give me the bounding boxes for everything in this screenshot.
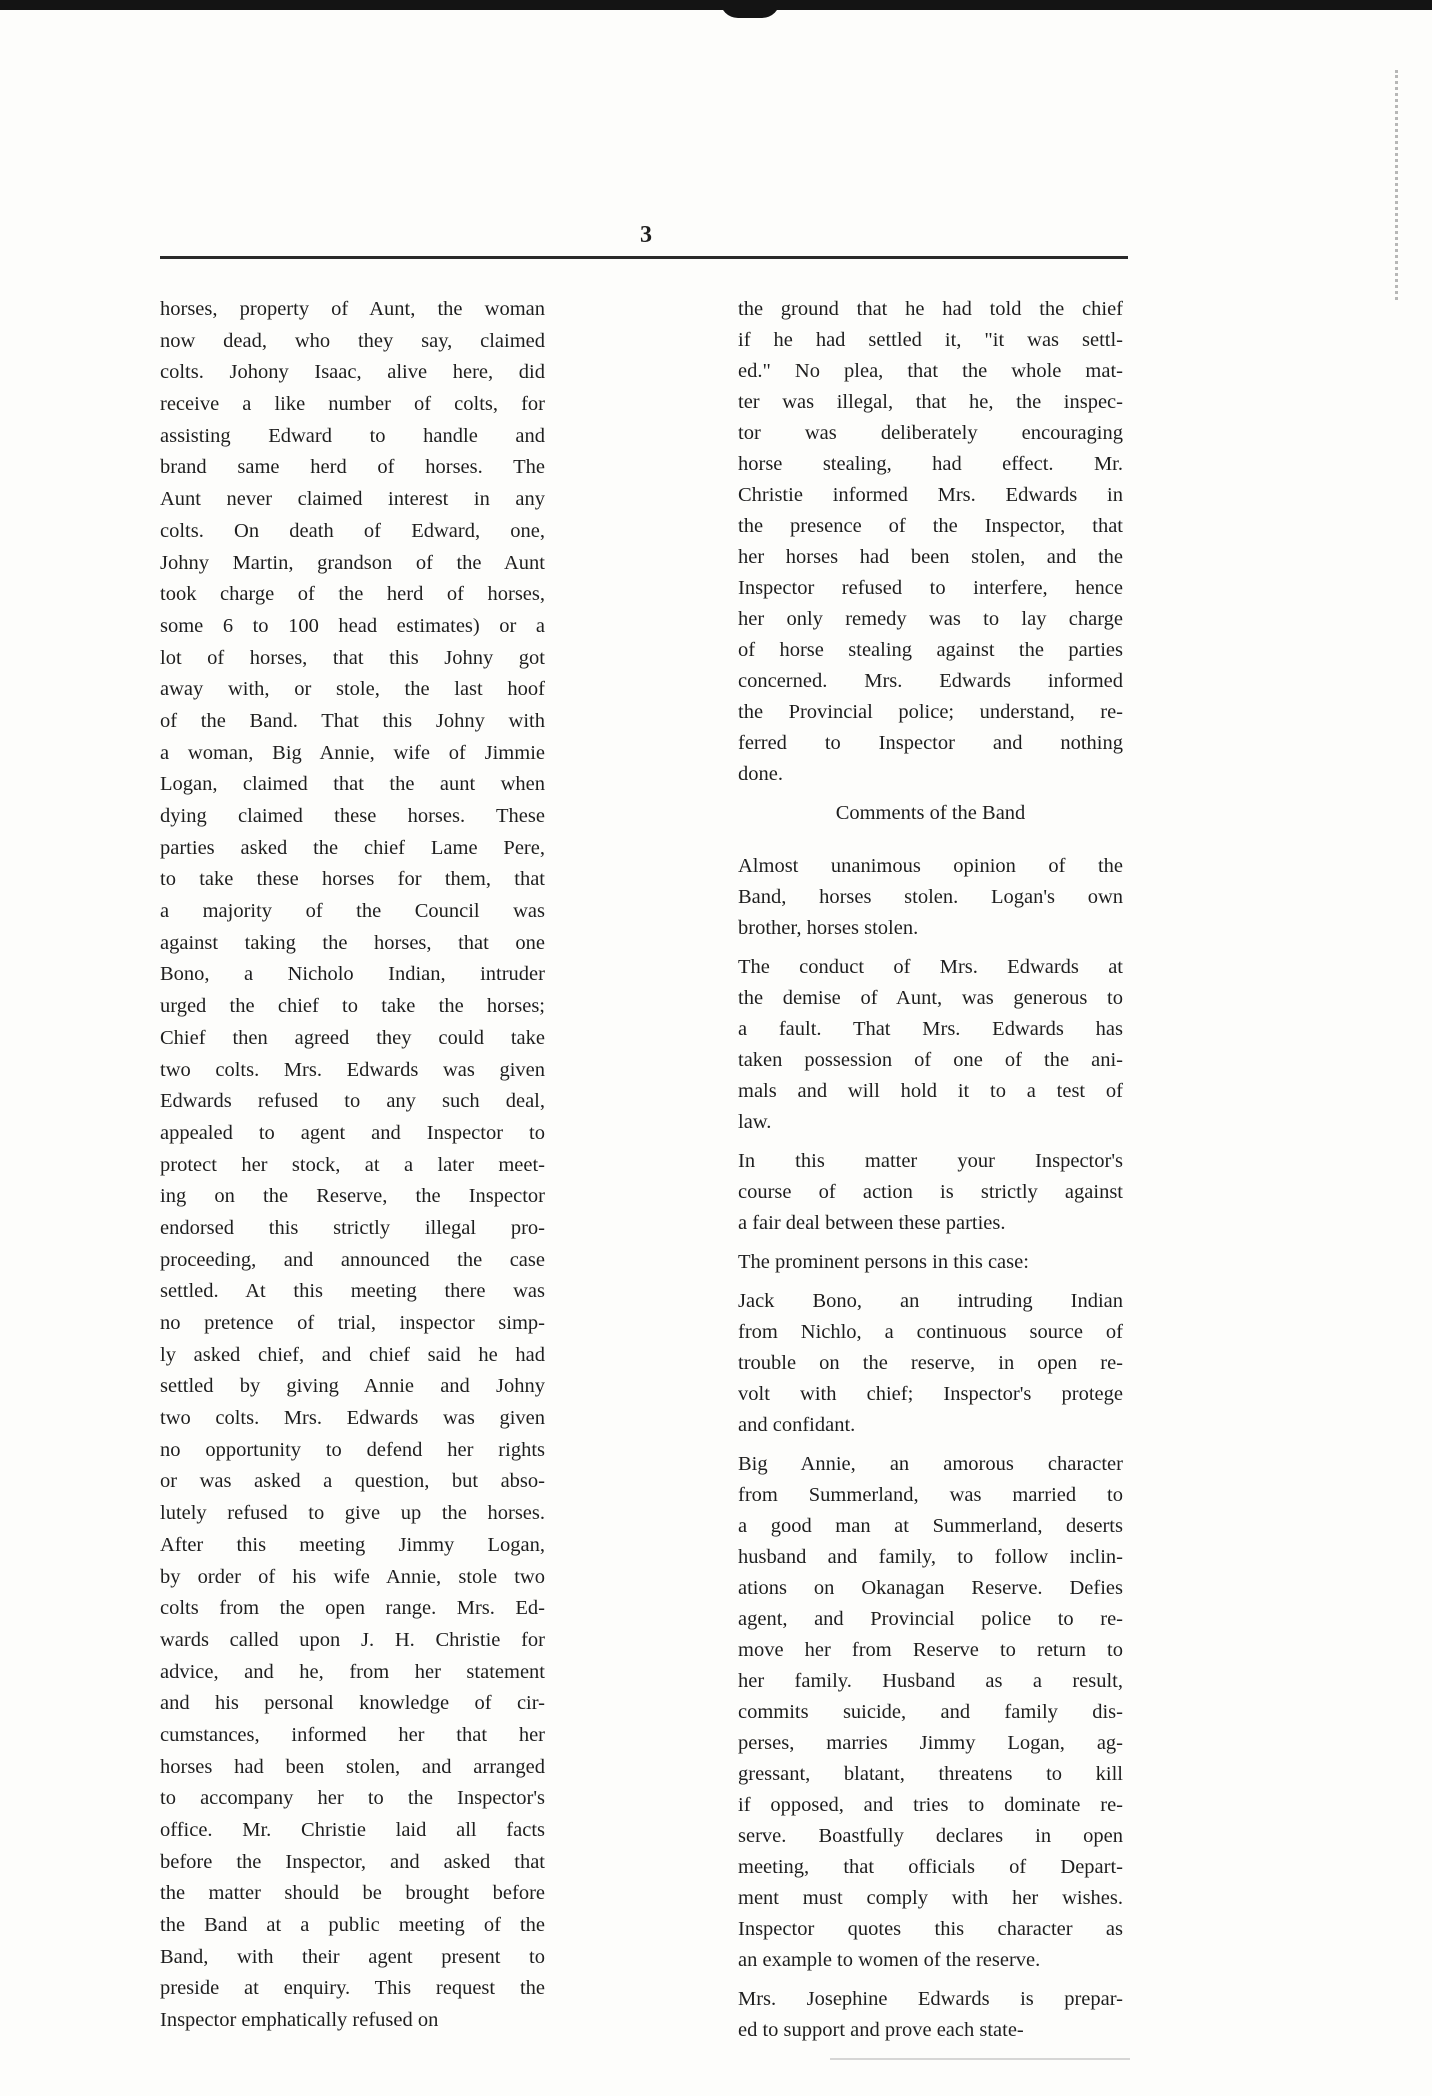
text-line: The prominent persons in this case: [738,1251,1029,1273]
text-line: the Band at a public meeting of the [160,1914,545,1937]
text-line: took charge of the herd of horses, [160,583,545,606]
text-line: lot of horses, that this Johny got [160,646,545,669]
left-column [160,294,545,2037]
text-line: In this matter your Inspector's [738,1150,1123,1172]
text-line: the ground that he had told the chief [738,298,1123,320]
text-line: appealed to agent and Inspector to [160,1121,545,1144]
header-rule [160,256,1128,259]
text-line: receive a like number of colts, for [160,393,545,416]
text-line: settled by giving Annie and Johny [160,1375,545,1398]
text-line: cumstances, informed her that her [160,1723,545,1746]
text-line: horse stealing, had effect. Mr. [738,453,1123,475]
text-line: meeting, that officials of Depart- [738,1856,1123,1878]
text-line: dying claimed these horses. These [160,805,545,827]
paragraph-gap [738,1976,1123,1984]
text-line: no opportunity to defend her rights [160,1438,545,1461]
paragraph-gap [738,1278,1123,1286]
text-line: law. [738,1111,772,1133]
text-line: tor was deliberately encouraging [738,422,1123,444]
text-line: Inspector emphatically refused on [160,2009,439,2032]
text-line: trouble on the reserve, in open re- [738,1352,1123,1374]
text-line: parties asked the chief Lame Pere, [160,836,545,859]
text-line: Aunt never claimed interest in any [160,488,545,511]
text-line: the matter should be brought before [160,1882,545,1905]
text-line: ly asked chief, and chief said he had [160,1343,545,1366]
paragraph-gap [738,1239,1123,1247]
text-line: brother, horses stolen. [738,917,919,939]
text-line: ment must comply with her wishes. [738,1887,1123,1909]
text-line: Almost unanimous opinion of the [738,855,1123,877]
text-line: perses, marries Jimmy Logan, ag- [738,1732,1123,1754]
paragraph-gap [738,1138,1123,1146]
text-line: the Provincial police; understand, re- [738,701,1123,723]
text-line: if he had settled it, "it was settl- [738,329,1123,351]
text-line: ter was illegal, that he, the inspec- [738,391,1123,413]
text-line: Big Annie, an amorous character [738,1453,1123,1475]
text-line: Edwards refused to any such deal, [160,1090,545,1113]
text-line: her family. Husband as a result, [738,1670,1123,1692]
text-line: her horses had been stolen, and the [738,546,1123,568]
text-line: colts. On death of Edward, one, [160,519,545,542]
text-line: After this meeting Jimmy Logan, [160,1533,545,1556]
text-line: a majority of the Council was [160,900,545,923]
text-line: from Summerland, was married to [738,1484,1123,1506]
text-line: her only remedy was to lay charge [738,608,1123,630]
text-line: some 6 to 100 head estimates) or a [160,614,545,637]
text-line: course of action is strictly against [738,1181,1123,1203]
text-line: move her from Reserve to return to [738,1639,1123,1661]
text-line: a good man at Summerland, deserts [738,1515,1123,1537]
text-line: a woman, Big Annie, wife of Jimmie [160,741,545,764]
text-line: Inspector refused to interfere, hence [738,577,1123,599]
scan-edge-marks [1395,70,1418,300]
text-line: now dead, who they say, claimed [160,329,545,352]
text-line: Mrs. Josephine Edwards is prepar- [738,1988,1123,2010]
text-line: gressant, blatant, threatens to kill [738,1763,1123,1785]
text-line: Bono, a Nicholo Indian, intruder [160,963,545,986]
text-line: concerned. Mrs. Edwards informed [738,670,1123,692]
text-line: horses had been stolen, and arranged [160,1755,545,1778]
text-line: away with, or stole, the last hoof [160,678,545,701]
text-line: from Nichlo, a continuous source of [738,1321,1123,1343]
text-line: of horse stealing against the parties [738,639,1123,661]
scan-top-notch [720,0,780,18]
text-line: ed to support and prove each state- [738,2019,1024,2041]
text-line: Jack Bono, an intruding Indian [738,1290,1123,1312]
text-line: colts from the open range. Mrs. Ed- [160,1597,545,1620]
text-line: protect her stock, at a later meet- [160,1153,545,1176]
text-line: and confidant. [738,1414,856,1436]
text-line: commits suicide, and family dis- [738,1701,1123,1723]
text-line: The conduct of Mrs. Edwards at [738,956,1123,978]
text-line: colts. Johony Isaac, alive here, did [160,361,545,384]
right-column [738,294,1123,2046]
text-line: and his personal knowledge of cir- [160,1692,545,1715]
text-line: no pretence of trial, inspector simp- [160,1312,545,1334]
text-line: husband and family, to follow inclin- [738,1546,1123,1568]
text-line: lutely refused to give up the horses. [160,1502,545,1525]
text-line: or was asked a question, but abso- [160,1470,545,1493]
section-heading: Comments of the Band [835,802,1026,824]
text-line: of the Band. That this Johny with [160,709,545,732]
text-line: endorsed this strictly illegal pro- [160,1216,545,1239]
text-line: Band, horses stolen. Logan's own [738,886,1123,908]
text-line: if opposed, and tries to dominate re- [738,1794,1123,1816]
text-line: a fault. That Mrs. Edwards has [738,1018,1123,1040]
text-line: settled. At this meeting there was [160,1280,545,1303]
text-line: before the Inspector, and asked that [160,1850,545,1873]
text-line: Band, with their agent present to [160,1945,545,1968]
text-line: wards called upon J. H. Christie for [160,1628,545,1651]
text-line: ferred to Inspector and nothing [738,732,1123,754]
paragraph-gap [738,1441,1123,1449]
text-line: ing on the Reserve, the Inspector [160,1185,545,1208]
text-line: done. [738,763,783,785]
text-line: Inspector quotes this character as [738,1918,1123,1940]
text-line: Chief then agreed they could take [160,1026,545,1049]
text-line: taken possession of one of the ani- [738,1049,1123,1071]
text-line: agent, and Provincial police to re- [738,1608,1123,1630]
text-line: the presence of the Inspector, that [738,515,1123,537]
page-number: 3 [640,222,652,248]
text-line: volt with chief; Inspector's protege [738,1383,1123,1405]
text-line: to accompany her to the Inspector's [160,1787,545,1810]
text-line: ed." No plea, that the whole mat- [738,360,1123,382]
text-line: urged the chief to take the horses; [160,995,545,1018]
paragraph-gap [738,944,1123,952]
text-line: against taking the horses, that one [160,931,545,954]
text-line: brand same herd of horses. The [160,456,545,479]
text-line: the demise of Aunt, was generous to [738,987,1123,1009]
text-line: advice, and he, from her statement [160,1660,545,1683]
text-line: an example to women of the reserve. [738,1949,1041,1971]
text-line: by order of his wife Annie, stole two [160,1565,545,1588]
scan-bottom-mark [830,2058,1130,2060]
text-line: Johny Martin, grandson of the Aunt [160,551,545,574]
text-line: ations on Okanagan Reserve. Defies [738,1577,1123,1599]
text-line: horses, property of Aunt, the woman [160,298,545,320]
text-line: proceeding, and announced the case [160,1248,545,1271]
text-line: to take these horses for them, that [160,868,545,891]
text-line: assisting Edward to handle and [160,424,545,447]
text-line: preside at enquiry. This request the [160,1977,545,2000]
text-line: mals and will hold it to a test of [738,1080,1123,1102]
text-line: serve. Boastfully declares in open [738,1825,1123,1847]
text-line: two colts. Mrs. Edwards was given [160,1058,545,1081]
text-line: Logan, claimed that the aunt when [160,773,545,796]
text-line: Christie informed Mrs. Edwards in [738,484,1123,506]
text-line: two colts. Mrs. Edwards was given [160,1407,545,1430]
text-line: a fair deal between these parties. [738,1212,1006,1234]
scan-top-border [0,0,1432,10]
text-line: office. Mr. Christie laid all facts [160,1819,545,1841]
